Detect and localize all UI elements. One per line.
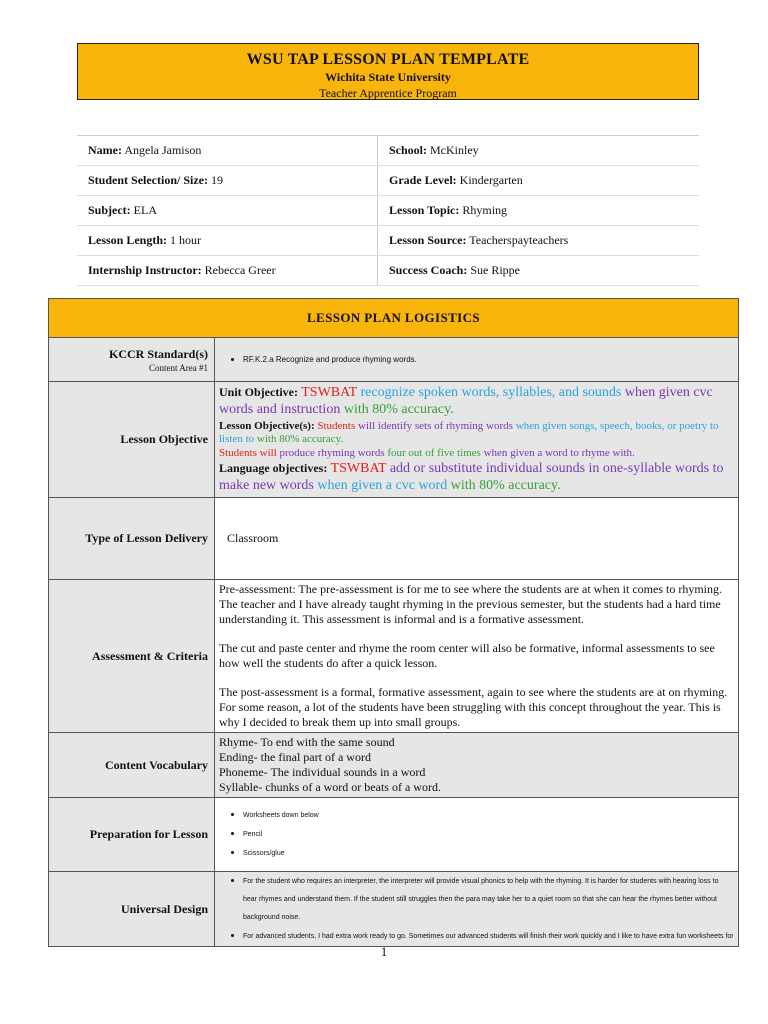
lang-obj-part1: TSWBAT [330, 460, 387, 476]
ud-item: • For advanced students, I had extra work ready to go. Sometimes our advanced students will finish their work quickly and I like to have extra fun worksheets for [243, 927, 734, 946]
topic-value: Rhyming [462, 203, 508, 217]
kccr-label: KCCR Standard(s) [108, 346, 208, 361]
assessment-centers: The cut and paste center and rhyme the room center will also be formative, informal assessments to see how well the students do after a quick lesson. [219, 641, 715, 670]
size-value: 19 [211, 173, 223, 187]
lesson-objective-label: Lesson Objective(s): [219, 419, 315, 432]
objective-label: Lesson Objective [49, 382, 215, 498]
template-header [77, 43, 699, 100]
length-label: Lesson Length: [88, 233, 168, 247]
lesson-obj-part2: will identify sets of rhyming words [358, 419, 513, 432]
page-number: 1 [380, 944, 388, 959]
grade-value: Kindergarten [459, 173, 523, 187]
program-name: Teacher Apprentice Program [319, 86, 457, 100]
lang-obj-part4: with 80% accuracy. [450, 477, 561, 493]
unit-obj-part2: recognize spoken words, syllables, and sounds [360, 384, 622, 400]
lesson-obj2-part3: four out of five times [387, 446, 481, 459]
instructor-value: Rebecca Greer [204, 263, 276, 277]
vocab-syllable: Syllable- chunks of a word or beats of a word. [219, 780, 441, 794]
vocab-ending: Ending- the final part of a word [219, 750, 371, 764]
length-value: 1 hour [170, 233, 202, 247]
lesson-obj2-part2: produce rhyming words [279, 446, 385, 459]
prep-cell [215, 798, 739, 872]
delivery-value: Classroom [215, 498, 739, 580]
info-section [77, 135, 699, 286]
unit-obj-part4: with 80% accuracy. [343, 401, 454, 417]
topic-label: Lesson Topic: [389, 203, 460, 217]
name-value: Angela Jamison [124, 143, 202, 157]
vocab-label: Content Vocabulary [49, 733, 215, 798]
language-objective-label: Language objectives: [219, 460, 328, 475]
unit-obj-part1: TSWBAT [301, 384, 357, 400]
template-title: WSU TAP LESSON PLAN TEMPLATE [246, 51, 530, 68]
prep-item: • Pencil [243, 825, 734, 844]
coach-label: Success Coach: [389, 263, 468, 277]
unit-objective-label: Unit Objective: [219, 384, 298, 399]
unit-obj-part3: when given cvc words and instruction [219, 384, 713, 417]
vocab-phoneme: Phoneme- The individual sounds in a word [219, 765, 426, 779]
kccr-value-cell [215, 338, 739, 382]
coach-value: Sue Rippe [470, 263, 520, 277]
universal-design-cell [215, 872, 739, 947]
subject-value: ELA [133, 203, 157, 217]
grade-label: Grade Level: [389, 173, 457, 187]
delivery-label: Type of Lesson Delivery [49, 498, 215, 580]
logistics-table [48, 298, 739, 947]
instructor-label: Internship Instructor: [88, 263, 202, 277]
lang-obj-part2: add or substitute individual sounds in one-syllable words to make new words [219, 460, 724, 493]
kccr-sublabel: Content Area #1 [149, 362, 208, 373]
assessment-cell [215, 580, 739, 733]
universal-design-label: Universal Design [49, 872, 215, 947]
name-label: Name: [88, 143, 122, 157]
assessment-label: Assessment & Criteria [49, 580, 215, 733]
source-value: Teacherspayteachers [469, 233, 569, 247]
university-name: Wichita State University [325, 70, 451, 84]
school-value: McKinley [430, 143, 479, 157]
prep-item: • Scissors/glue [243, 844, 734, 863]
ud-item: • For the student who requires an interpreter, the interpreter will provide visual phonics to help with the rhyming. It is harder for students with hearing loss to hear rhymes and understand them. If the student still struggles then the para may take her to a quiet room so that she can hear the rhymes better without background noise. [243, 872, 734, 927]
logistics-title: LESSON PLAN LOGISTICS [49, 299, 739, 338]
subject-label: Subject: [88, 203, 131, 217]
assessment-post: The post-assessment is a formal, formative assessment, again to see where the students are at on rhyming. For some reason, a lot of the students have been struggling with this concept throughout the year. This is why I decided to break them up into small groups. [219, 685, 728, 729]
lesson-obj-part3: when given songs, speech, books, or poetry to listen to [219, 419, 719, 445]
size-label: Student Selection/ Size: [88, 173, 208, 187]
kccr-label-cell [49, 338, 215, 382]
lesson-obj2-part1: Students will [219, 446, 277, 459]
lesson-obj-part1: Students [317, 419, 356, 432]
lesson-obj-part4: with 80% accuracy. [256, 432, 344, 445]
prep-item: • Worksheets down below [243, 806, 734, 825]
vocab-cell [215, 733, 739, 798]
assessment-pre: Pre-assessment: The pre-assessment is for me to see where the students are at when it comes to rhyming. The teacher and I have already taught rhyming in the previous semester, but the students had a hard time understanding it. This assessment is informal and is a formative assessment. [219, 582, 722, 626]
objective-cell [215, 382, 739, 498]
vocab-rhyme: Rhyme- To end with the same sound [219, 735, 395, 749]
lesson-obj2-part4: when given a word to rhyme with. [483, 446, 635, 459]
lang-obj-part3: when given a cvc word [317, 477, 448, 493]
kccr-standard: RF.K.2.a Recognize and produce rhyming words. [243, 354, 417, 364]
school-label: School: [389, 143, 428, 157]
prep-label: Preparation for Lesson [49, 798, 215, 872]
source-label: Lesson Source: [389, 233, 467, 247]
